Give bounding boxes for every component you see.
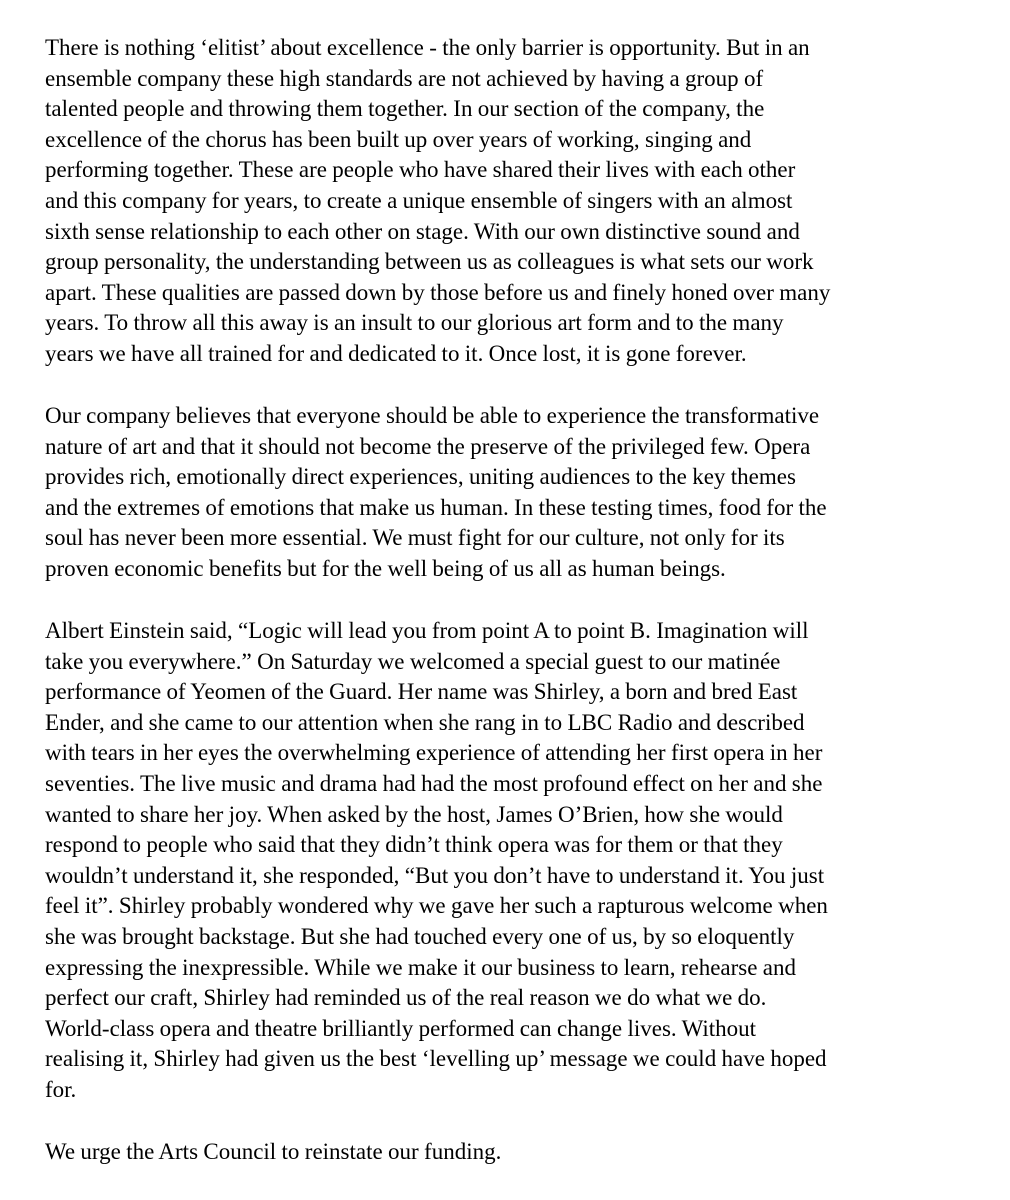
text-line: wouldn’t understand it, she responded, “But you don’t have to understand it. You just: [45, 862, 825, 888]
text-line: provides rich, emotionally direct experiences, uniting audiences to the key themes: [45, 464, 796, 490]
text-line: take you everywhere.” On Saturday we welcomed a special guest to our matinée: [45, 648, 781, 674]
text-line: perfect our craft, Shirley had reminded us of the real reason we do what we do.: [45, 985, 767, 1011]
paragraph-transformative-art: [45, 401, 827, 585]
text-line: and this company for years, to create a unique ensemble of singers with an almost: [45, 187, 793, 213]
text-line: We urge the Arts Council to reinstate our funding.: [45, 1139, 502, 1164]
text-line: group personality, the understanding between us as colleagues is what sets our work: [45, 249, 814, 275]
text-line: talented people and throwing them together. In our section of the company, the: [45, 96, 765, 122]
text-line: respond to people who said that they didn’t think opera was for them or that they: [45, 832, 783, 858]
text-line: she was brought backstage. But she had touched every one of us, by so eloquently: [45, 923, 795, 949]
text-line: ensemble company these high standards are not achieved by having a group of: [45, 65, 764, 91]
text-line: years we have all trained for and dedicated to it. Once lost, it is gone forever.: [45, 340, 747, 366]
paragraph-shirley-story: [45, 616, 828, 1106]
text-line: excellence of the chorus has been built up over years of working, singing and: [45, 126, 752, 152]
text-line: and the extremes of emotions that make us human. In these testing times, food for the: [45, 494, 827, 520]
text-line: expressing the inexpressible. While we make it our business to learn, rehearse and: [45, 954, 796, 980]
paragraph-excellence: [45, 33, 830, 370]
text-line: proven economic benefits but for the well being of us all as human beings.: [45, 555, 726, 581]
text-line: performing together. These are people who have shared their lives with each other: [45, 157, 796, 183]
text-line: Ender, and she came to our attention when she rang in to LBC Radio and described: [45, 709, 805, 735]
text-line: apart. These qualities are passed down by those before us and finely honed over many: [45, 279, 831, 305]
text-line: seventies. The live music and drama had had the most profound effect on her and she: [45, 770, 823, 796]
text-line: performance of Yeomen of the Guard. Her name was Shirley, a born and bred East: [45, 679, 798, 705]
text-line: Albert Einstein said, “Logic will lead you from point A to point B. Imagination will: [45, 618, 809, 643]
paragraph-closing-appeal: [45, 1137, 501, 1168]
text-line: Our company believes that everyone should be able to experience the transformative: [45, 403, 820, 428]
text-line: years. To throw all this away is an insult to our glorious art form and to the many: [45, 310, 784, 336]
text-line: for.: [45, 1076, 77, 1102]
text-line: wanted to share her joy. When asked by the host, James O’Brien, how she would: [45, 801, 783, 827]
text-line: with tears in her eyes the overwhelming experience of attending her first opera in her: [45, 740, 823, 766]
text-line: soul has never been more essential. We must fight for our culture, not only for its: [45, 525, 785, 551]
text-line: nature of art and that it should not become the preserve of the privileged few. Opera: [45, 433, 811, 459]
text-line: realising it, Shirley had given us the best ‘levelling up’ message we could have hoped: [45, 1046, 827, 1072]
text-line: sixth sense relationship to each other on stage. With our own distinctive sound and: [45, 218, 800, 244]
text-line: There is nothing ‘elitist’ about excellence - the only barrier is opportunity. But in an: [45, 35, 810, 60]
text-line: feel it”. Shirley probably wondered why we gave her such a rapturous welcome when: [45, 893, 828, 919]
text-line: World-class opera and theatre brilliantly performed can change lives. Without: [45, 1015, 757, 1041]
